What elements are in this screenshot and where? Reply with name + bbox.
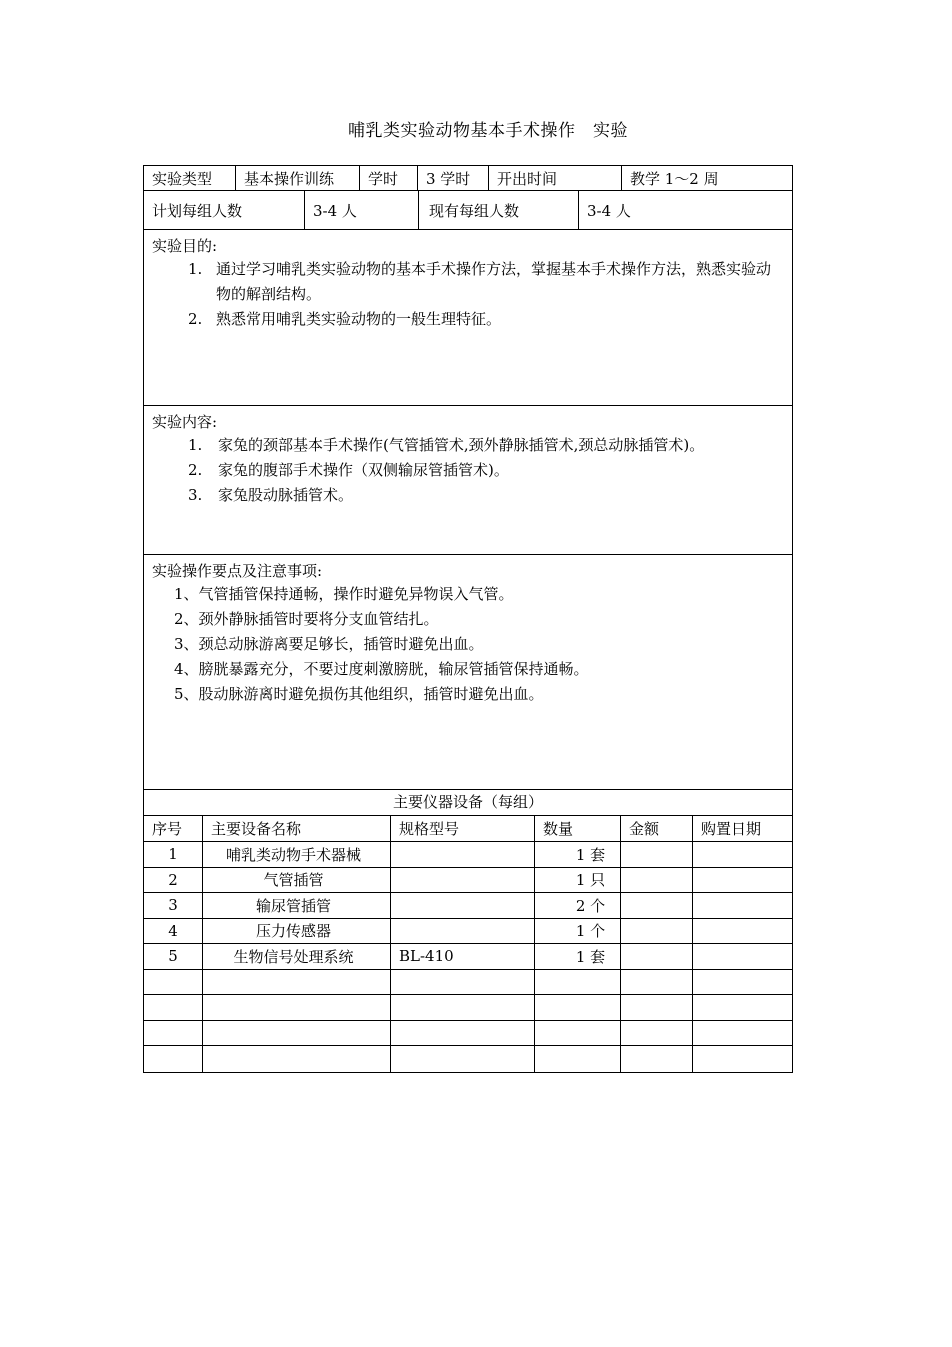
purpose-item-text: 熟悉常用哺乳类实验动物的一般生理特征。 <box>216 310 502 328</box>
content-item-number: 1. <box>188 436 203 454</box>
content-item <box>152 433 792 458</box>
purpose-item-number: 1. <box>188 260 203 278</box>
equipment-date <box>693 893 792 918</box>
equipment-model <box>391 1021 535 1046</box>
purpose-item <box>152 257 792 307</box>
equipment-header: 主要设备名称 <box>203 816 391 841</box>
info-row-1 <box>144 166 792 191</box>
content-item <box>152 483 792 508</box>
equipment-seq <box>144 1046 203 1072</box>
equipment-name <box>203 970 391 995</box>
equipment-amount <box>621 1046 693 1072</box>
equipment-qty: 1 套 <box>535 944 621 969</box>
time-value: 教学 1～2 周 <box>630 169 719 188</box>
content-heading: 实验内容: <box>152 413 218 431</box>
note-item: 2、颈外静脉插管时要将分支血管结扎。 <box>174 610 439 628</box>
equipment-header: 数量 <box>535 816 621 841</box>
planned-value: 3-4 人 <box>305 191 419 229</box>
equipment-model <box>391 970 535 995</box>
note-item: 4、膀胱暴露充分，不要过度刺激膀胱，输尿管插管保持通畅。 <box>174 660 589 678</box>
equipment-name: 气管插管 <box>203 868 391 893</box>
equipment-amount <box>621 868 693 893</box>
content-item <box>152 458 792 483</box>
equipment-date <box>693 842 792 867</box>
equipment-amount <box>621 995 693 1020</box>
content-item-number: 2. <box>188 461 203 479</box>
equipment-row <box>144 944 792 970</box>
equipment-model <box>391 995 535 1020</box>
equipment-qty: 1 套 <box>535 842 621 867</box>
purpose-item-number: 2. <box>188 310 203 328</box>
content-item-text: 家兔股动脉插管术。 <box>218 486 354 504</box>
note-item: 5、股动脉游离时避免损伤其他组织，插管时避免出血。 <box>174 685 544 703</box>
equipment-model <box>391 919 535 944</box>
equipment-amount <box>621 893 693 918</box>
equipment-amount <box>621 919 693 944</box>
equipment-header: 序号 <box>144 816 203 841</box>
equipment-row <box>144 1046 792 1072</box>
equipment-date <box>693 919 792 944</box>
time-label: 开出时间 <box>489 166 622 190</box>
purpose-item-text: 通过学习哺乳类实验动物的基本手术操作方法，掌握基本手术操作方法，熟悉实验动物的解剖结构。 <box>216 260 772 303</box>
type-label: 实验类型 <box>144 166 236 190</box>
purpose-section <box>144 230 792 406</box>
equipment-row <box>144 868 792 894</box>
purpose-heading: 实验目的: <box>152 237 218 255</box>
equipment-seq: 3 <box>144 893 203 918</box>
equipment-date <box>693 1021 792 1046</box>
current-value: 3-4 人 <box>587 201 631 220</box>
equipment-header: 金额 <box>621 816 693 841</box>
equipment-row <box>144 1021 792 1047</box>
equipment-amount <box>621 1021 693 1046</box>
equipment-qty <box>535 970 621 995</box>
equipment-date <box>693 944 792 969</box>
purpose-item <box>152 307 792 332</box>
content-section <box>144 406 792 555</box>
experiment-form <box>143 165 793 1073</box>
current-label: 现有每组人数 <box>419 191 579 229</box>
equipment-seq <box>144 995 203 1020</box>
equipment-name <box>203 1021 391 1046</box>
equipment-model <box>391 893 535 918</box>
equipment-name: 生物信号处理系统 <box>203 944 391 969</box>
equipment-header-row <box>144 816 792 842</box>
equipment-qty <box>535 1021 621 1046</box>
equipment-name: 哺乳类动物手术器械 <box>203 842 391 867</box>
equipment-header: 规格型号 <box>391 816 535 841</box>
equipment-seq <box>144 1021 203 1046</box>
equipment-seq: 5 <box>144 944 203 969</box>
equipment-row <box>144 995 792 1021</box>
equipment-date <box>693 1046 792 1072</box>
equipment-name: 压力传感器 <box>203 919 391 944</box>
equipment-seq: 2 <box>144 868 203 893</box>
planned-label: 计划每组人数 <box>144 191 305 229</box>
equipment-seq: 1 <box>144 842 203 867</box>
equipment-seq: 4 <box>144 919 203 944</box>
equipment-amount <box>621 944 693 969</box>
equipment-model: BL-410 <box>391 944 535 969</box>
notes-section <box>144 555 792 790</box>
equipment-date <box>693 970 792 995</box>
equipment-amount <box>621 970 693 995</box>
type-value: 基本操作训练 <box>236 166 360 190</box>
equipment-row <box>144 842 792 868</box>
equipment-qty: 2 个 <box>535 893 621 918</box>
equipment-model <box>391 868 535 893</box>
equipment-header: 购置日期 <box>701 820 762 838</box>
equipment-amount <box>621 842 693 867</box>
equipment-seq <box>144 970 203 995</box>
equipment-date <box>693 995 792 1020</box>
equipment-row <box>144 919 792 945</box>
equipment-name <box>203 995 391 1020</box>
equipment-qty <box>535 1046 621 1072</box>
equipment-date <box>693 868 792 893</box>
page-title: 哺乳类实验动物基本手术操作 实验 <box>348 121 628 141</box>
equipment-model <box>391 842 535 867</box>
content-item-number: 3. <box>188 486 203 504</box>
hours-value: 3 学时 <box>418 166 489 190</box>
equipment-qty <box>535 995 621 1020</box>
equipment-qty: 1 个 <box>535 919 621 944</box>
equipment-row <box>144 893 792 919</box>
equipment-qty: 1 只 <box>535 868 621 893</box>
note-item: 3、颈总动脉游离要足够长，插管时避免出血。 <box>174 635 484 653</box>
note-item: 1、气管插管保持通畅，操作时避免异物误入气管。 <box>174 585 514 603</box>
equipment-name: 输尿管插管 <box>203 893 391 918</box>
equipment-model <box>391 1046 535 1072</box>
hours-label: 学时 <box>360 166 418 190</box>
equipment-title: 主要仪器设备（每组） <box>144 790 792 816</box>
notes-heading: 实验操作要点及注意事项: <box>152 562 323 580</box>
content-item-text: 家兔的腹部手术操作（双侧输尿管插管术)。 <box>218 461 509 479</box>
equipment-row <box>144 970 792 996</box>
content-item-text: 家兔的颈部基本手术操作(气管插管术,颈外静脉插管术,颈总动脉插管术)。 <box>218 436 705 454</box>
equipment-name <box>203 1046 391 1072</box>
info-row-2 <box>144 191 792 230</box>
